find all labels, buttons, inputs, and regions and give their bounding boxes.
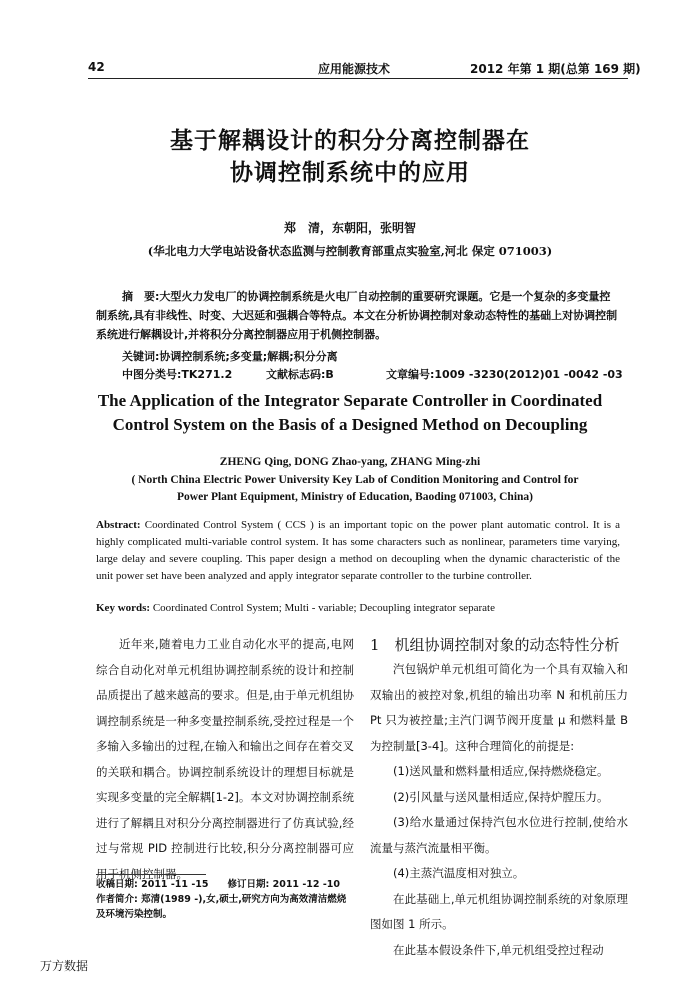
affiliation-en: ( North China Electric Power University Key Lab of Condition Monitoring and Control for Power Plant Equipment, Ministry of Education, Baoding 071003, China): [131, 474, 579, 503]
document-code: 文献标志码:B: [266, 368, 334, 381]
title-zh-line2: 协调控制系统中的应用: [230, 159, 470, 186]
abstract-zh: [96, 287, 620, 344]
abstract-zh-text: 大型火力发电厂的协调控制系统是火电厂自动控制的重要研究课题。它是一个复杂的多变量控制系统,具有非线性、时变、大迟延和强耦合等特点。本文在分析协调控制对象动态特性的基础上对协调控制系统进行解耦设计,并将积分分离控制器应用于机侧控制器。: [96, 290, 618, 341]
journal-name: 应用能源技术: [318, 62, 391, 76]
title-en-line2: Control System on the Basis of a Designed Method on Decoupling: [112, 415, 588, 434]
keywords-en-label: Key words:: [96, 602, 151, 614]
abstract-zh-label: 摘 要:: [122, 290, 160, 303]
title-en-line1: The Application of the Integrator Separate Controller in Coordinated: [97, 391, 603, 410]
keywords-zh-text: 协调控制系统;多变量;解耦;积分分离: [159, 350, 338, 363]
abstract-en: [96, 517, 620, 585]
watermark: 万方数据: [40, 959, 89, 973]
clc-number: 中图分类号:TK271.2: [122, 368, 233, 381]
condition-2: (2)引风量与送风量相适应,保持炉膛压力。: [393, 789, 609, 804]
condition-3: (3)给水量通过保持汽包水位进行控制,使给水流量与蒸汽流量相平衡。: [370, 815, 628, 855]
body-left-paragraph: 近年来,随着电力工业自动化水平的提高,电网综合自动化对单元机组协调控制系统的设计和控制品质提出了越来越高的要求。但是,由于单元机组协调控制系统是一种多变量控制系统,受控过程是一个多输入多输出的过程,在输入和输出之间存在着交叉的关联和耦合。协调控制系统设计的理想目标就是实现多变量的完全解耦[1-2]。本文对协调控制系统进行了解耦且对积分分离控制器进行了仿真试验,经过与常规 PID 控制进行比较,积分分离控制器可应用于机侧控制器。: [96, 637, 354, 881]
condition-4: (4)主蒸汽温度相对独立。: [393, 866, 525, 880]
title-zh-line1: 基于解耦设计的积分分离控制器在: [170, 127, 530, 154]
body-right-p1: 汽包锅炉单元机组可简化为一个具有双输入和双输出的被控对象,机组的输出功率 N 和机前压力 Pt 只为被控量;主汽门调节阀开度量 μ 和燃料量 B 为控制量[3-4]。这种合理简化的前提是:: [370, 662, 628, 753]
keywords-en: [96, 600, 620, 617]
page-number: 42: [88, 60, 105, 74]
footnote-rule: [96, 874, 206, 875]
authors-zh: 郑 清，东朝阳，张明智: [283, 221, 416, 235]
keywords-en-text: Coordinated Control System; Multi - variable; Decoupling integrator separate: [150, 602, 495, 614]
header-rule: [88, 78, 628, 79]
footnote-author-bio: 作者简介: 郑清(1989 -),女,硕士,研究方向为高效清洁燃烧及环境污染控制。: [96, 894, 347, 920]
abstract-en-label: Abstract:: [96, 519, 141, 531]
body-right-p2: 在此基础上,单元机组协调控制系统的对象原理图如图 1 所示。: [370, 891, 628, 931]
footnote: [96, 877, 354, 922]
footnote-received: 收稿日期: 2011 -11 -15 修订日期: 2011 -12 -10: [96, 879, 340, 890]
body-right-p3: 在此基本假设条件下,单元机组受控过程动: [393, 942, 604, 957]
section-1-title: 1 机组协调控制对象的动态特性分析: [370, 636, 620, 654]
abstract-en-text: Coordinated Control System ( CCS ) is an important topic on the power plant automatic control. It is a highly complicated multi-variable control system. It has some characters such as nonlinear, parameters time varying, large delay and severe coupling. This paper design a method on decoupling when the dynamic characteristic of the unit power set have been analyzed and apply integrator separate controller to the turbine controller.: [96, 519, 620, 582]
affiliation-zh: (华北电力大学电站设备状态监测与控制教育部重点实验室,河北 保定 071003): [147, 244, 553, 258]
body-right: [370, 657, 628, 963]
article-number: 文章编号:1009 -3230(2012)01 -0042 -03: [386, 368, 623, 381]
keywords-zh-label: 关键词:: [122, 350, 160, 363]
issue-info: 2012 年第 1 期(总第 169 期): [470, 62, 641, 76]
condition-1: (1)送风量和燃料量相适应,保持燃烧稳定。: [393, 764, 609, 778]
keywords-zh: [122, 348, 338, 364]
authors-en: ZHENG Qing, DONG Zhao-yang, ZHANG Ming-zhi: [219, 456, 481, 468]
